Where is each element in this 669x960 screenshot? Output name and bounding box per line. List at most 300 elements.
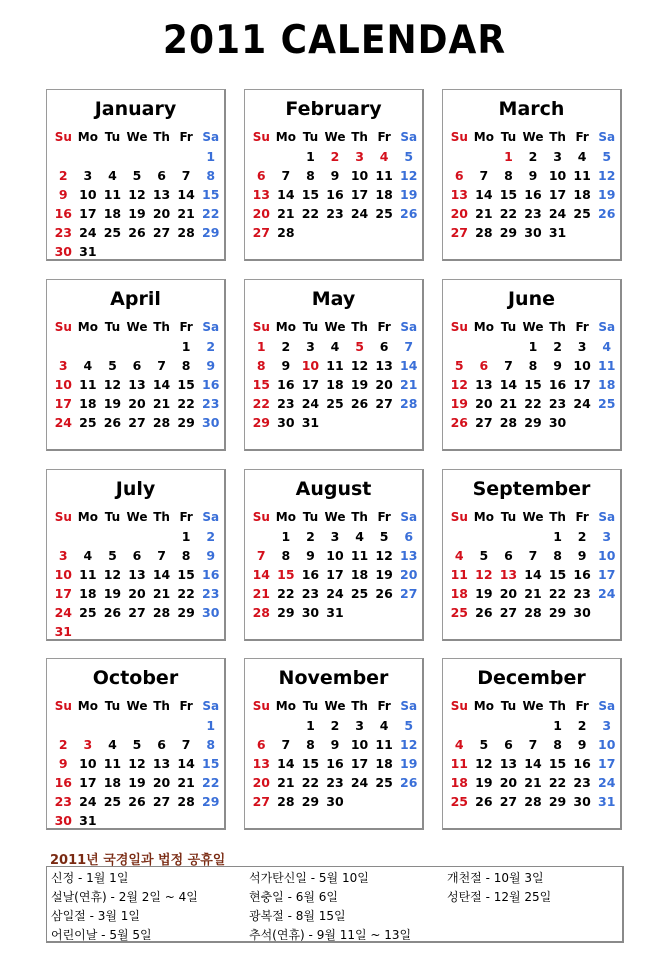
day-cell: 24 <box>79 794 97 809</box>
empty-cell <box>496 716 521 735</box>
weekday-header: Fr <box>179 320 193 334</box>
day-cell: 1 <box>553 718 562 733</box>
day-cell: 17 <box>350 756 369 771</box>
day-cell: 19 <box>400 187 418 202</box>
month-november <box>244 658 424 830</box>
day-cell: 10 <box>54 377 72 392</box>
day-cell: 17 <box>573 377 591 392</box>
weekday-header: We <box>324 699 346 713</box>
weekday-header: Sa <box>202 510 220 524</box>
month-days-grid <box>447 697 619 811</box>
day-cell: 9 <box>281 358 291 373</box>
weekday-header: Tu <box>500 510 517 524</box>
day-cell: 15 <box>548 567 567 582</box>
day-cell: 7 <box>479 168 489 183</box>
day-cell: 15 <box>252 377 270 392</box>
day-cell: 20 <box>152 206 171 221</box>
day-cell: 17 <box>598 567 616 582</box>
day-cell: 9 <box>577 737 587 752</box>
day-cell: 19 <box>103 586 122 601</box>
month-days-grid <box>249 128 421 242</box>
month-days-grid <box>51 318 223 432</box>
empty-cell <box>76 716 101 735</box>
day-cell: 11 <box>350 548 369 563</box>
day-cell: 2 <box>206 339 216 354</box>
month-days-grid <box>447 508 619 622</box>
day-cell: 20 <box>375 377 393 392</box>
empty-cell <box>149 147 174 166</box>
holidays-title: 2011년 국경일과 법정 공휴일 <box>50 853 226 868</box>
day-cell: 2 <box>577 529 587 544</box>
weekday-header: Fr <box>377 320 391 334</box>
day-cell: 14 <box>400 358 418 373</box>
day-cell: 28 <box>400 396 418 411</box>
weekday-header: Fr <box>575 510 589 524</box>
day-cell: 16 <box>573 567 591 582</box>
day-cell: 15 <box>277 567 295 582</box>
day-cell: 8 <box>553 548 562 563</box>
day-cell: 16 <box>277 377 295 392</box>
day-cell: 5 <box>132 168 142 183</box>
empty-cell <box>174 716 199 735</box>
day-cell: 19 <box>375 567 393 582</box>
day-cell: 18 <box>350 567 369 582</box>
day-cell: 23 <box>277 396 295 411</box>
day-cell: 11 <box>103 187 122 202</box>
day-cell: 30 <box>573 794 591 809</box>
weekday-header: Fr <box>575 699 589 713</box>
weekday-header: Sa <box>598 699 616 713</box>
day-cell: 22 <box>252 396 270 411</box>
day-cell: 22 <box>499 206 518 221</box>
day-cell: 4 <box>379 718 389 733</box>
day-cell: 3 <box>83 168 93 183</box>
day-cell: 12 <box>450 377 468 392</box>
weekday-header: Tu <box>104 510 121 524</box>
day-cell: 3 <box>58 548 68 563</box>
holidays-column-3 <box>447 869 551 907</box>
weekday-header: Sa <box>598 130 616 144</box>
day-cell: 9 <box>58 756 68 771</box>
day-cell: 6 <box>132 358 142 373</box>
day-cell: 14 <box>524 567 542 582</box>
day-cell: 24 <box>54 605 72 620</box>
day-cell: 6 <box>404 529 414 544</box>
day-cell: 9 <box>577 548 587 563</box>
day-cell: 6 <box>256 168 266 183</box>
weekday-header: Mo <box>275 320 296 334</box>
day-cell: 31 <box>79 813 97 828</box>
day-cell: 23 <box>573 775 591 790</box>
day-cell: 7 <box>181 737 191 752</box>
day-cell: 22 <box>301 206 320 221</box>
day-cell: 25 <box>103 225 122 240</box>
page-title: 2011 CALENDAR <box>162 18 507 63</box>
day-cell: 20 <box>499 775 518 790</box>
month-october <box>46 658 226 830</box>
day-cell: 28 <box>277 794 295 809</box>
day-cell: 10 <box>79 756 97 771</box>
day-cell: 1 <box>206 718 216 733</box>
day-cell: 12 <box>375 548 393 563</box>
day-cell: 11 <box>103 756 122 771</box>
day-cell: 8 <box>181 358 191 373</box>
day-cell: 18 <box>103 775 122 790</box>
weekday-header: Fr <box>179 510 193 524</box>
empty-cell <box>51 527 76 546</box>
day-cell: 25 <box>375 206 393 221</box>
day-cell: 12 <box>475 756 493 771</box>
month-days-grid <box>447 128 619 242</box>
month-days-grid <box>249 508 421 622</box>
day-cell: 13 <box>152 756 171 771</box>
weekday-header: Mo <box>473 510 494 524</box>
empty-cell <box>472 527 497 546</box>
day-cell: 20 <box>128 396 146 411</box>
day-cell: 22 <box>177 396 195 411</box>
day-cell: 26 <box>128 794 146 809</box>
empty-cell <box>100 337 125 356</box>
day-cell: 9 <box>528 168 538 183</box>
day-cell: 22 <box>177 586 195 601</box>
day-cell: 12 <box>128 756 146 771</box>
day-cell: 7 <box>528 737 538 752</box>
day-cell: 18 <box>326 377 344 392</box>
day-cell: 17 <box>79 775 97 790</box>
day-cell: 15 <box>301 756 320 771</box>
day-cell: 5 <box>479 548 489 563</box>
day-cell: 3 <box>602 718 612 733</box>
day-cell: 18 <box>598 377 616 392</box>
day-cell: 27 <box>450 225 468 240</box>
weekday-header: Tu <box>104 130 121 144</box>
weekday-header: We <box>324 320 346 334</box>
empty-cell <box>521 527 546 546</box>
day-cell: 3 <box>577 339 587 354</box>
day-cell: 11 <box>375 737 393 752</box>
day-cell: 13 <box>400 548 418 563</box>
day-cell: 14 <box>277 187 295 202</box>
day-cell: 5 <box>602 149 612 164</box>
day-cell: 17 <box>326 567 344 582</box>
day-cell: 21 <box>277 206 295 221</box>
day-cell: 27 <box>152 794 171 809</box>
day-cell: 12 <box>103 377 122 392</box>
weekday-header: Su <box>54 320 72 334</box>
day-cell: 20 <box>450 206 468 221</box>
day-cell: 21 <box>177 775 195 790</box>
month-january <box>46 89 226 261</box>
day-cell: 1 <box>181 529 191 544</box>
month-days-grid <box>249 318 421 432</box>
day-cell: 21 <box>499 396 518 411</box>
weekday-header: We <box>522 510 544 524</box>
day-cell: 22 <box>524 396 542 411</box>
day-cell: 3 <box>355 718 364 733</box>
weekday-header: Fr <box>377 130 391 144</box>
day-cell: 18 <box>375 187 393 202</box>
holiday-item: 어린이날 - 5월 5일 <box>51 928 152 942</box>
day-cell: 2 <box>206 529 216 544</box>
day-cell: 26 <box>598 206 616 221</box>
day-cell: 17 <box>54 586 72 601</box>
holiday-item: 개천절 - 10월 3일 <box>447 871 544 885</box>
day-cell: 23 <box>548 396 567 411</box>
weekday-header: Fr <box>575 130 589 144</box>
holidays-box <box>46 866 624 943</box>
day-cell: 12 <box>400 168 418 183</box>
day-cell: 22 <box>548 586 567 601</box>
day-cell: 10 <box>598 548 616 563</box>
month-february <box>244 89 424 261</box>
day-cell: 5 <box>404 718 414 733</box>
day-cell: 5 <box>108 358 117 373</box>
weekday-header: Sa <box>202 699 220 713</box>
day-cell: 24 <box>79 225 97 240</box>
month-may <box>244 279 424 451</box>
day-cell: 14 <box>152 377 171 392</box>
empty-cell <box>125 147 150 166</box>
month-name: May <box>311 288 356 310</box>
weekday-header: Su <box>450 699 468 713</box>
weekday-header: Su <box>54 699 72 713</box>
day-cell: 24 <box>573 396 591 411</box>
day-cell: 22 <box>202 775 220 790</box>
day-cell: 4 <box>83 548 93 563</box>
day-cell: 20 <box>152 775 171 790</box>
weekday-header: We <box>522 130 544 144</box>
empty-cell <box>125 527 150 546</box>
day-cell: 29 <box>252 415 270 430</box>
day-cell: 28 <box>277 225 295 240</box>
day-cell: 21 <box>277 775 295 790</box>
day-cell: 3 <box>83 737 93 752</box>
weekday-header: Sa <box>598 510 616 524</box>
day-cell: 1 <box>504 149 513 164</box>
weekday-header: Tu <box>302 699 319 713</box>
day-cell: 11 <box>598 358 616 373</box>
empty-cell <box>249 716 274 735</box>
day-cell: 3 <box>330 529 340 544</box>
day-cell: 28 <box>177 225 195 240</box>
weekday-header: Sa <box>400 510 418 524</box>
day-cell: 15 <box>548 756 567 771</box>
day-cell: 11 <box>450 756 468 771</box>
weekday-header: Fr <box>179 130 193 144</box>
weekday-header: Th <box>351 510 368 524</box>
holiday-item: 설날(연휴) - 2월 2일 ~ 4일 <box>51 890 198 904</box>
month-name: November <box>278 667 389 689</box>
empty-cell <box>149 716 174 735</box>
day-cell: 21 <box>252 586 270 601</box>
day-cell: 6 <box>504 548 513 563</box>
day-cell: 28 <box>499 415 518 430</box>
day-cell: 26 <box>350 396 369 411</box>
day-cell: 13 <box>252 756 270 771</box>
day-cell: 18 <box>79 586 97 601</box>
day-cell: 13 <box>475 377 493 392</box>
day-cell: 20 <box>499 586 518 601</box>
day-cell: 10 <box>79 187 97 202</box>
day-cell: 6 <box>504 737 513 752</box>
day-cell: 10 <box>301 358 320 373</box>
day-cell: 23 <box>202 396 220 411</box>
day-cell: 17 <box>79 206 97 221</box>
month-name: July <box>115 478 156 500</box>
day-cell: 10 <box>350 168 369 183</box>
day-cell: 30 <box>54 813 72 828</box>
day-cell: 18 <box>79 396 97 411</box>
month-april <box>46 279 226 451</box>
day-cell: 28 <box>152 605 171 620</box>
day-cell: 5 <box>454 358 464 373</box>
day-cell: 29 <box>177 415 195 430</box>
day-cell: 7 <box>528 548 538 563</box>
day-cell: 10 <box>326 548 344 563</box>
day-cell: 1 <box>181 339 191 354</box>
day-cell: 14 <box>475 187 493 202</box>
weekday-header: Mo <box>77 320 98 334</box>
day-cell: 27 <box>400 586 418 601</box>
day-cell: 12 <box>350 358 369 373</box>
day-cell: 9 <box>330 737 340 752</box>
empty-cell <box>447 337 472 356</box>
weekday-header: Su <box>54 130 72 144</box>
day-cell: 9 <box>553 358 562 373</box>
weekday-header: Th <box>549 699 566 713</box>
day-cell: 19 <box>400 756 418 771</box>
day-cell: 27 <box>499 794 518 809</box>
weekday-header: We <box>522 320 544 334</box>
day-cell: 30 <box>54 244 72 259</box>
weekday-header: Mo <box>473 699 494 713</box>
day-cell: 19 <box>475 586 493 601</box>
day-cell: 22 <box>277 586 295 601</box>
day-cell: 15 <box>202 756 220 771</box>
month-name: October <box>92 667 179 689</box>
empty-cell <box>76 147 101 166</box>
day-cell: 30 <box>202 415 220 430</box>
day-cell: 7 <box>157 548 166 563</box>
weekday-header: Fr <box>179 699 193 713</box>
empty-cell <box>472 337 497 356</box>
day-cell: 2 <box>281 339 291 354</box>
day-cell: 24 <box>598 586 616 601</box>
day-cell: 24 <box>598 775 616 790</box>
day-cell: 7 <box>157 358 166 373</box>
day-cell: 4 <box>454 548 464 563</box>
day-cell: 30 <box>524 225 542 240</box>
day-cell: 12 <box>475 567 493 582</box>
weekday-header: We <box>126 130 148 144</box>
month-name: April <box>110 288 161 310</box>
day-cell: 13 <box>499 756 518 771</box>
day-cell: 22 <box>202 206 220 221</box>
day-cell: 25 <box>79 605 97 620</box>
day-cell: 23 <box>301 586 320 601</box>
weekday-header: We <box>324 130 346 144</box>
weekday-header: Su <box>450 510 468 524</box>
day-cell: 19 <box>475 775 493 790</box>
weekday-header: Sa <box>202 130 220 144</box>
empty-cell <box>472 147 497 166</box>
day-cell: 25 <box>375 775 393 790</box>
weekday-header: Su <box>450 130 468 144</box>
day-cell: 4 <box>83 358 93 373</box>
weekday-header: Su <box>54 510 72 524</box>
day-cell: 10 <box>548 168 567 183</box>
month-days-grid <box>51 128 223 261</box>
day-cell: 8 <box>206 168 216 183</box>
day-cell: 2 <box>528 149 538 164</box>
day-cell: 8 <box>553 737 562 752</box>
day-cell: 5 <box>379 529 389 544</box>
month-july <box>46 469 226 641</box>
day-cell: 6 <box>157 737 166 752</box>
weekday-header: Sa <box>202 320 220 334</box>
day-cell: 15 <box>177 567 195 582</box>
weekday-header: Th <box>351 130 368 144</box>
day-cell: 18 <box>450 586 468 601</box>
day-cell: 10 <box>350 737 369 752</box>
day-cell: 21 <box>400 377 418 392</box>
holidays-column-1 <box>51 869 198 945</box>
weekday-header: Mo <box>275 510 296 524</box>
day-cell: 21 <box>524 586 542 601</box>
day-cell: 9 <box>206 358 216 373</box>
day-cell: 6 <box>479 358 489 373</box>
holidays-column-2 <box>249 869 411 945</box>
day-cell: 31 <box>548 225 567 240</box>
day-cell: 14 <box>252 567 270 582</box>
day-cell: 13 <box>252 187 270 202</box>
weekday-header: Tu <box>302 510 319 524</box>
day-cell: 5 <box>404 149 414 164</box>
weekday-header: Th <box>153 510 170 524</box>
day-cell: 22 <box>548 775 567 790</box>
day-cell: 7 <box>256 548 266 563</box>
month-name: September <box>472 478 591 500</box>
day-cell: 9 <box>206 548 216 563</box>
weekday-header: Su <box>252 510 270 524</box>
empty-cell <box>274 147 299 166</box>
weekday-header: Tu <box>500 320 517 334</box>
holiday-item: 석가탄신일 - 5월 10일 <box>249 871 369 885</box>
day-cell: 13 <box>375 358 393 373</box>
day-cell: 25 <box>450 605 468 620</box>
empty-cell <box>100 147 125 166</box>
day-cell: 1 <box>306 718 315 733</box>
day-cell: 9 <box>330 168 340 183</box>
day-cell: 2 <box>553 339 562 354</box>
day-cell: 23 <box>524 206 542 221</box>
day-cell: 30 <box>326 794 344 809</box>
month-name: February <box>285 98 382 120</box>
day-cell: 16 <box>326 756 344 771</box>
day-cell: 21 <box>177 206 195 221</box>
empty-cell <box>149 527 174 546</box>
day-cell: 17 <box>54 396 72 411</box>
day-cell: 19 <box>350 377 369 392</box>
day-cell: 1 <box>281 529 291 544</box>
day-cell: 26 <box>103 415 122 430</box>
day-cell: 27 <box>252 225 270 240</box>
weekday-header: Tu <box>302 130 319 144</box>
day-cell: 26 <box>128 225 146 240</box>
weekday-header: Mo <box>275 130 296 144</box>
empty-cell <box>249 527 274 546</box>
month-december <box>442 658 622 830</box>
